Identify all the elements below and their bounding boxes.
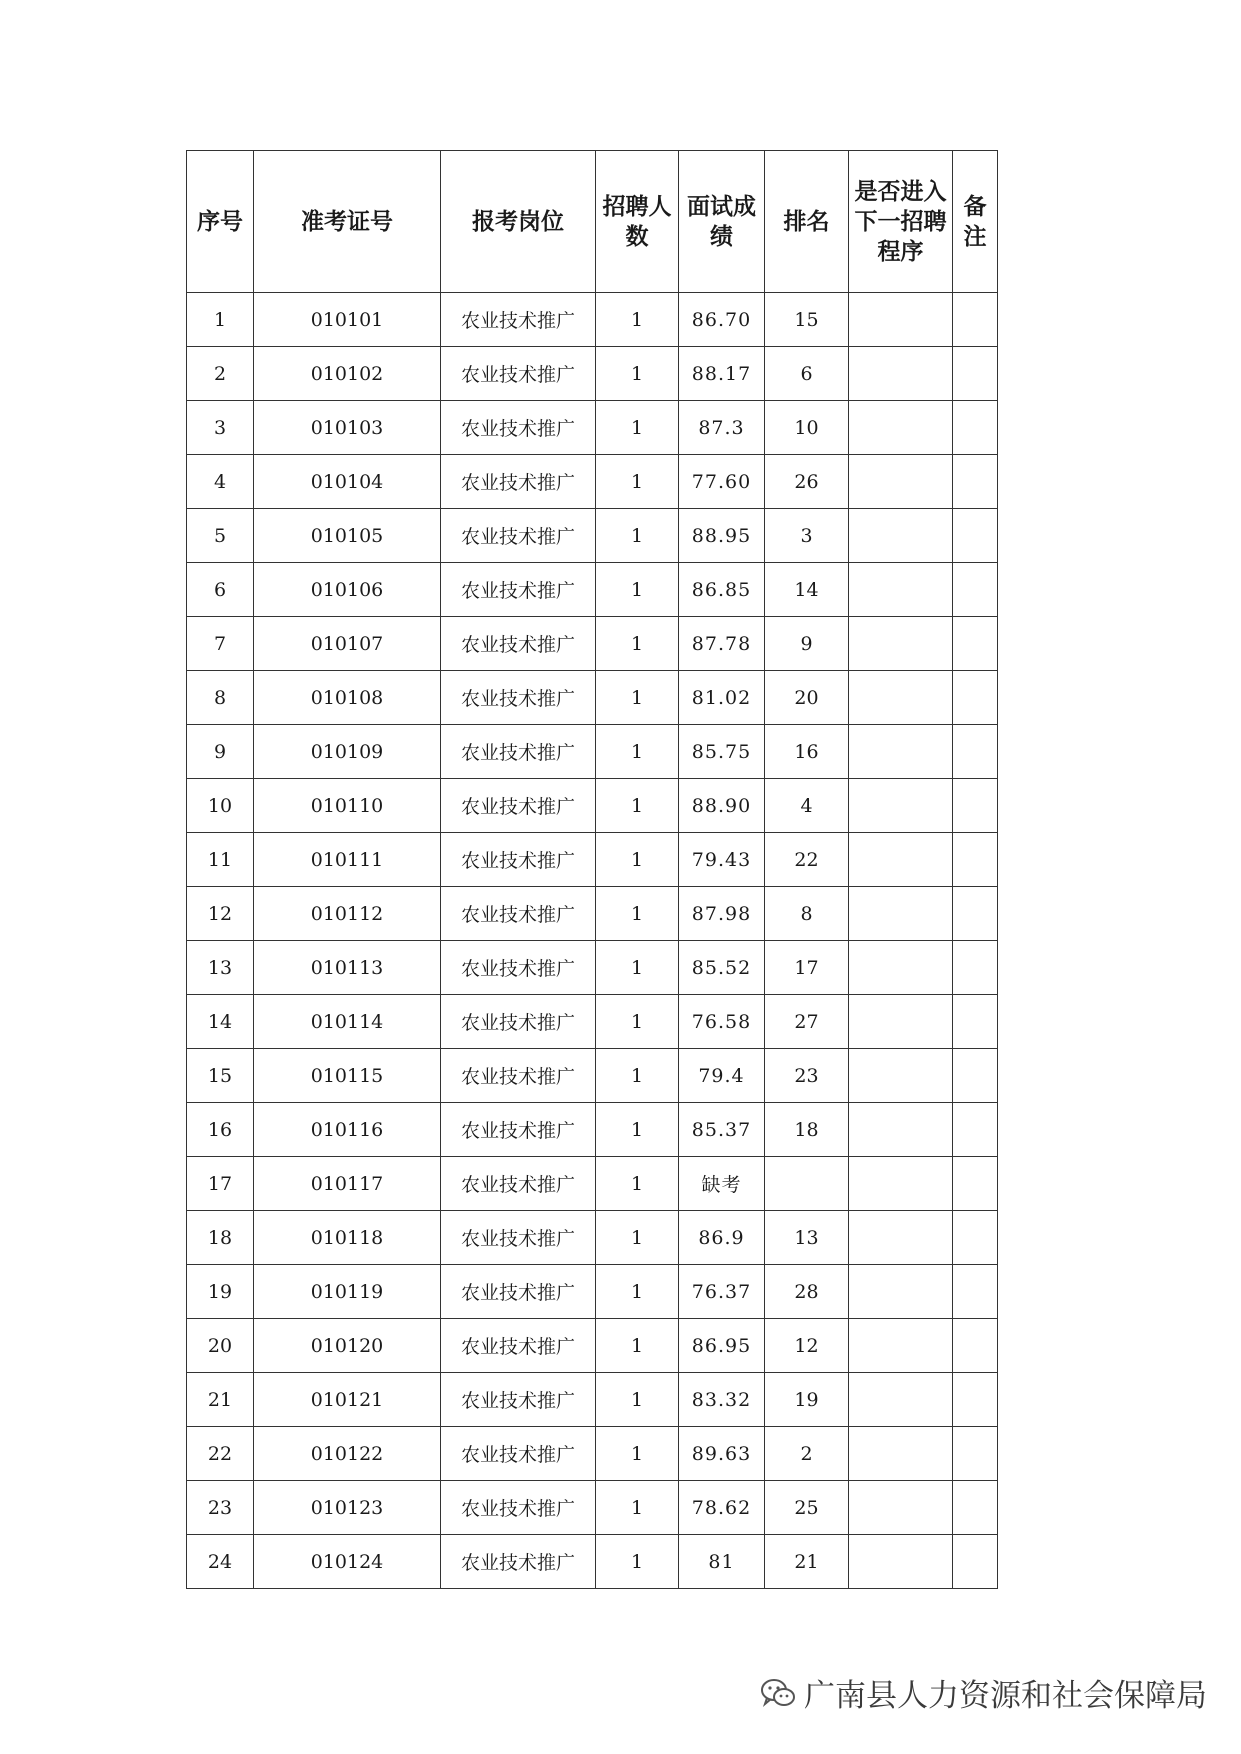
cell-ticket-number: 010108 — [254, 671, 441, 725]
cell-position: 农业技术推广 — [441, 563, 596, 617]
cell-hiring-count: 1 — [596, 1535, 679, 1589]
cell-ticket-number: 010111 — [254, 833, 441, 887]
cell-seq: 17 — [187, 1157, 254, 1211]
cell-position: 农业技术推广 — [441, 1265, 596, 1319]
cell-position: 农业技术推广 — [441, 1481, 596, 1535]
cell-seq: 20 — [187, 1319, 254, 1373]
cell-hiring-count: 1 — [596, 401, 679, 455]
cell-next-stage — [849, 563, 953, 617]
cell-remarks — [953, 1535, 998, 1589]
header-remarks: 备注 — [953, 151, 998, 293]
cell-rank — [765, 1157, 849, 1211]
cell-ticket-number: 010114 — [254, 995, 441, 1049]
cell-hiring-count: 1 — [596, 1103, 679, 1157]
cell-position: 农业技术推广 — [441, 941, 596, 995]
cell-ticket-number: 010113 — [254, 941, 441, 995]
account-watermark — [760, 1670, 1207, 1715]
header-seq: 序号 — [187, 151, 254, 293]
cell-interview-score: 86.95 — [679, 1319, 765, 1373]
cell-position: 农业技术推广 — [441, 401, 596, 455]
cell-next-stage — [849, 941, 953, 995]
header-hiring-count: 招聘人数 — [596, 151, 679, 293]
cell-ticket-number: 010119 — [254, 1265, 441, 1319]
cell-hiring-count: 1 — [596, 941, 679, 995]
cell-next-stage — [849, 347, 953, 401]
cell-interview-score: 87.3 — [679, 401, 765, 455]
cell-hiring-count: 1 — [596, 671, 679, 725]
cell-rank: 9 — [765, 617, 849, 671]
cell-hiring-count: 1 — [596, 509, 679, 563]
cell-rank: 13 — [765, 1211, 849, 1265]
table-row — [187, 1265, 998, 1319]
cell-interview-score: 缺考 — [679, 1157, 765, 1211]
cell-remarks — [953, 1103, 998, 1157]
cell-hiring-count: 1 — [596, 293, 679, 347]
cell-rank: 26 — [765, 455, 849, 509]
cell-interview-score: 79.4 — [679, 1049, 765, 1103]
cell-next-stage — [849, 833, 953, 887]
cell-position: 农业技术推广 — [441, 1373, 596, 1427]
cell-rank: 2 — [765, 1427, 849, 1481]
table-body — [187, 293, 998, 1589]
cell-next-stage — [849, 887, 953, 941]
cell-seq: 9 — [187, 725, 254, 779]
cell-remarks — [953, 833, 998, 887]
cell-remarks — [953, 1427, 998, 1481]
cell-rank: 22 — [765, 833, 849, 887]
header-interview-score: 面试成绩 — [679, 151, 765, 293]
cell-seq: 3 — [187, 401, 254, 455]
cell-next-stage — [849, 1319, 953, 1373]
cell-position: 农业技术推广 — [441, 1211, 596, 1265]
cell-ticket-number: 010124 — [254, 1535, 441, 1589]
cell-rank: 20 — [765, 671, 849, 725]
cell-seq: 1 — [187, 293, 254, 347]
cell-ticket-number: 010106 — [254, 563, 441, 617]
cell-interview-score: 76.37 — [679, 1265, 765, 1319]
table-row — [187, 347, 998, 401]
cell-rank: 8 — [765, 887, 849, 941]
header-rank: 排名 — [765, 151, 849, 293]
cell-remarks — [953, 347, 998, 401]
cell-ticket-number: 010122 — [254, 1427, 441, 1481]
cell-remarks — [953, 1049, 998, 1103]
cell-position: 农业技术推广 — [441, 1535, 596, 1589]
cell-interview-score: 79.43 — [679, 833, 765, 887]
cell-hiring-count: 1 — [596, 1049, 679, 1103]
table-row — [187, 725, 998, 779]
cell-position: 农业技术推广 — [441, 1103, 596, 1157]
cell-seq: 19 — [187, 1265, 254, 1319]
cell-ticket-number: 010121 — [254, 1373, 441, 1427]
cell-seq: 12 — [187, 887, 254, 941]
cell-interview-score: 88.17 — [679, 347, 765, 401]
cell-interview-score: 88.95 — [679, 509, 765, 563]
cell-interview-score: 85.75 — [679, 725, 765, 779]
cell-next-stage — [849, 455, 953, 509]
table-row — [187, 455, 998, 509]
cell-position: 农业技术推广 — [441, 617, 596, 671]
cell-seq: 10 — [187, 779, 254, 833]
cell-rank: 10 — [765, 401, 849, 455]
table-row — [187, 1481, 998, 1535]
cell-hiring-count: 1 — [596, 1373, 679, 1427]
cell-interview-score: 86.9 — [679, 1211, 765, 1265]
cell-ticket-number: 010117 — [254, 1157, 441, 1211]
cell-next-stage — [849, 1265, 953, 1319]
cell-next-stage — [849, 1481, 953, 1535]
cell-rank: 25 — [765, 1481, 849, 1535]
cell-interview-score: 77.60 — [679, 455, 765, 509]
cell-ticket-number: 010107 — [254, 617, 441, 671]
cell-next-stage — [849, 1373, 953, 1427]
cell-ticket-number: 010118 — [254, 1211, 441, 1265]
cell-remarks — [953, 1319, 998, 1373]
table-row — [187, 941, 998, 995]
cell-hiring-count: 1 — [596, 833, 679, 887]
cell-interview-score: 87.98 — [679, 887, 765, 941]
cell-seq: 15 — [187, 1049, 254, 1103]
cell-seq: 11 — [187, 833, 254, 887]
cell-interview-score: 78.62 — [679, 1481, 765, 1535]
cell-remarks — [953, 1157, 998, 1211]
cell-next-stage — [849, 995, 953, 1049]
cell-position: 农业技术推广 — [441, 779, 596, 833]
cell-seq: 2 — [187, 347, 254, 401]
cell-remarks — [953, 455, 998, 509]
cell-position: 农业技术推广 — [441, 725, 596, 779]
cell-seq: 5 — [187, 509, 254, 563]
cell-seq: 7 — [187, 617, 254, 671]
cell-next-stage — [849, 401, 953, 455]
cell-ticket-number: 010105 — [254, 509, 441, 563]
table-row — [187, 1157, 998, 1211]
cell-position: 农业技术推广 — [441, 1049, 596, 1103]
cell-interview-score: 81 — [679, 1535, 765, 1589]
cell-seq: 24 — [187, 1535, 254, 1589]
table-row — [187, 1103, 998, 1157]
table-row — [187, 1319, 998, 1373]
cell-ticket-number: 010116 — [254, 1103, 441, 1157]
cell-position: 农业技术推广 — [441, 1157, 596, 1211]
cell-remarks — [953, 1211, 998, 1265]
cell-ticket-number: 010101 — [254, 293, 441, 347]
table-row — [187, 1535, 998, 1589]
watermark-text: 广南县人力资源和社会保障局 — [804, 1678, 1207, 1714]
cell-remarks — [953, 995, 998, 1049]
cell-next-stage — [849, 617, 953, 671]
cell-remarks — [953, 941, 998, 995]
cell-seq: 8 — [187, 671, 254, 725]
cell-ticket-number: 010110 — [254, 779, 441, 833]
table-row — [187, 1049, 998, 1103]
cell-hiring-count: 1 — [596, 455, 679, 509]
cell-seq: 18 — [187, 1211, 254, 1265]
cell-hiring-count: 1 — [596, 1427, 679, 1481]
cell-hiring-count: 1 — [596, 779, 679, 833]
cell-rank: 3 — [765, 509, 849, 563]
cell-remarks — [953, 293, 998, 347]
cell-rank: 4 — [765, 779, 849, 833]
cell-ticket-number: 010103 — [254, 401, 441, 455]
cell-hiring-count: 1 — [596, 887, 679, 941]
cell-next-stage — [849, 671, 953, 725]
cell-next-stage — [849, 1427, 953, 1481]
cell-hiring-count: 1 — [596, 1481, 679, 1535]
cell-ticket-number: 010109 — [254, 725, 441, 779]
cell-ticket-number: 010123 — [254, 1481, 441, 1535]
cell-seq: 23 — [187, 1481, 254, 1535]
cell-hiring-count: 1 — [596, 347, 679, 401]
cell-next-stage — [849, 1535, 953, 1589]
cell-interview-score: 87.78 — [679, 617, 765, 671]
cell-remarks — [953, 563, 998, 617]
table-row — [187, 563, 998, 617]
cell-rank: 27 — [765, 995, 849, 1049]
cell-remarks — [953, 725, 998, 779]
cell-hiring-count: 1 — [596, 1319, 679, 1373]
cell-interview-score: 89.63 — [679, 1427, 765, 1481]
cell-position: 农业技术推广 — [441, 347, 596, 401]
cell-seq: 16 — [187, 1103, 254, 1157]
cell-rank: 18 — [765, 1103, 849, 1157]
cell-seq: 6 — [187, 563, 254, 617]
cell-ticket-number: 010104 — [254, 455, 441, 509]
cell-hiring-count: 1 — [596, 995, 679, 1049]
table-row — [187, 671, 998, 725]
cell-next-stage — [849, 509, 953, 563]
cell-rank: 21 — [765, 1535, 849, 1589]
cell-rank: 6 — [765, 347, 849, 401]
cell-interview-score: 86.70 — [679, 293, 765, 347]
header-position: 报考岗位 — [441, 151, 596, 293]
cell-next-stage — [849, 1049, 953, 1103]
cell-hiring-count: 1 — [596, 1265, 679, 1319]
cell-remarks — [953, 1265, 998, 1319]
header-ticket-number: 准考证号 — [254, 151, 441, 293]
cell-next-stage — [849, 725, 953, 779]
cell-interview-score: 86.85 — [679, 563, 765, 617]
cell-position: 农业技术推广 — [441, 1319, 596, 1373]
cell-position: 农业技术推广 — [441, 995, 596, 1049]
cell-remarks — [953, 779, 998, 833]
cell-position: 农业技术推广 — [441, 293, 596, 347]
cell-position: 农业技术推广 — [441, 887, 596, 941]
cell-remarks — [953, 509, 998, 563]
table-row — [187, 1211, 998, 1265]
cell-rank: 12 — [765, 1319, 849, 1373]
score-table — [186, 150, 998, 1589]
table-row — [187, 509, 998, 563]
cell-remarks — [953, 617, 998, 671]
cell-remarks — [953, 1373, 998, 1427]
cell-hiring-count: 1 — [596, 725, 679, 779]
cell-position: 农业技术推广 — [441, 509, 596, 563]
table-row — [187, 833, 998, 887]
table-row — [187, 1373, 998, 1427]
cell-interview-score: 76.58 — [679, 995, 765, 1049]
table-row — [187, 293, 998, 347]
cell-rank: 17 — [765, 941, 849, 995]
cell-next-stage — [849, 1103, 953, 1157]
cell-remarks — [953, 1481, 998, 1535]
cell-ticket-number: 010120 — [254, 1319, 441, 1373]
cell-position: 农业技术推广 — [441, 671, 596, 725]
cell-rank: 23 — [765, 1049, 849, 1103]
cell-rank: 16 — [765, 725, 849, 779]
cell-next-stage — [849, 1157, 953, 1211]
cell-interview-score: 85.52 — [679, 941, 765, 995]
cell-interview-score: 85.37 — [679, 1103, 765, 1157]
cell-remarks — [953, 887, 998, 941]
cell-interview-score: 81.02 — [679, 671, 765, 725]
table-row — [187, 1427, 998, 1481]
cell-interview-score: 83.32 — [679, 1373, 765, 1427]
cell-next-stage — [849, 1211, 953, 1265]
cell-rank: 19 — [765, 1373, 849, 1427]
table-row — [187, 995, 998, 1049]
table-row — [187, 617, 998, 671]
cell-hiring-count: 1 — [596, 1211, 679, 1265]
cell-rank: 28 — [765, 1265, 849, 1319]
cell-interview-score: 88.90 — [679, 779, 765, 833]
cell-next-stage — [849, 293, 953, 347]
table-row — [187, 779, 998, 833]
cell-position: 农业技术推广 — [441, 833, 596, 887]
cell-position: 农业技术推广 — [441, 1427, 596, 1481]
cell-hiring-count: 1 — [596, 1157, 679, 1211]
wechat-icon — [760, 1678, 796, 1708]
table-header-row — [187, 151, 998, 293]
table-row — [187, 887, 998, 941]
cell-seq: 14 — [187, 995, 254, 1049]
cell-ticket-number: 010112 — [254, 887, 441, 941]
cell-ticket-number: 010115 — [254, 1049, 441, 1103]
cell-seq: 22 — [187, 1427, 254, 1481]
cell-seq: 21 — [187, 1373, 254, 1427]
cell-hiring-count: 1 — [596, 563, 679, 617]
cell-remarks — [953, 671, 998, 725]
cell-rank: 15 — [765, 293, 849, 347]
cell-hiring-count: 1 — [596, 617, 679, 671]
cell-ticket-number: 010102 — [254, 347, 441, 401]
cell-rank: 14 — [765, 563, 849, 617]
cell-seq: 4 — [187, 455, 254, 509]
cell-seq: 13 — [187, 941, 254, 995]
cell-position: 农业技术推广 — [441, 455, 596, 509]
header-next-stage: 是否进入下一招聘程序 — [849, 151, 953, 293]
cell-remarks — [953, 401, 998, 455]
cell-next-stage — [849, 779, 953, 833]
table-row — [187, 401, 998, 455]
